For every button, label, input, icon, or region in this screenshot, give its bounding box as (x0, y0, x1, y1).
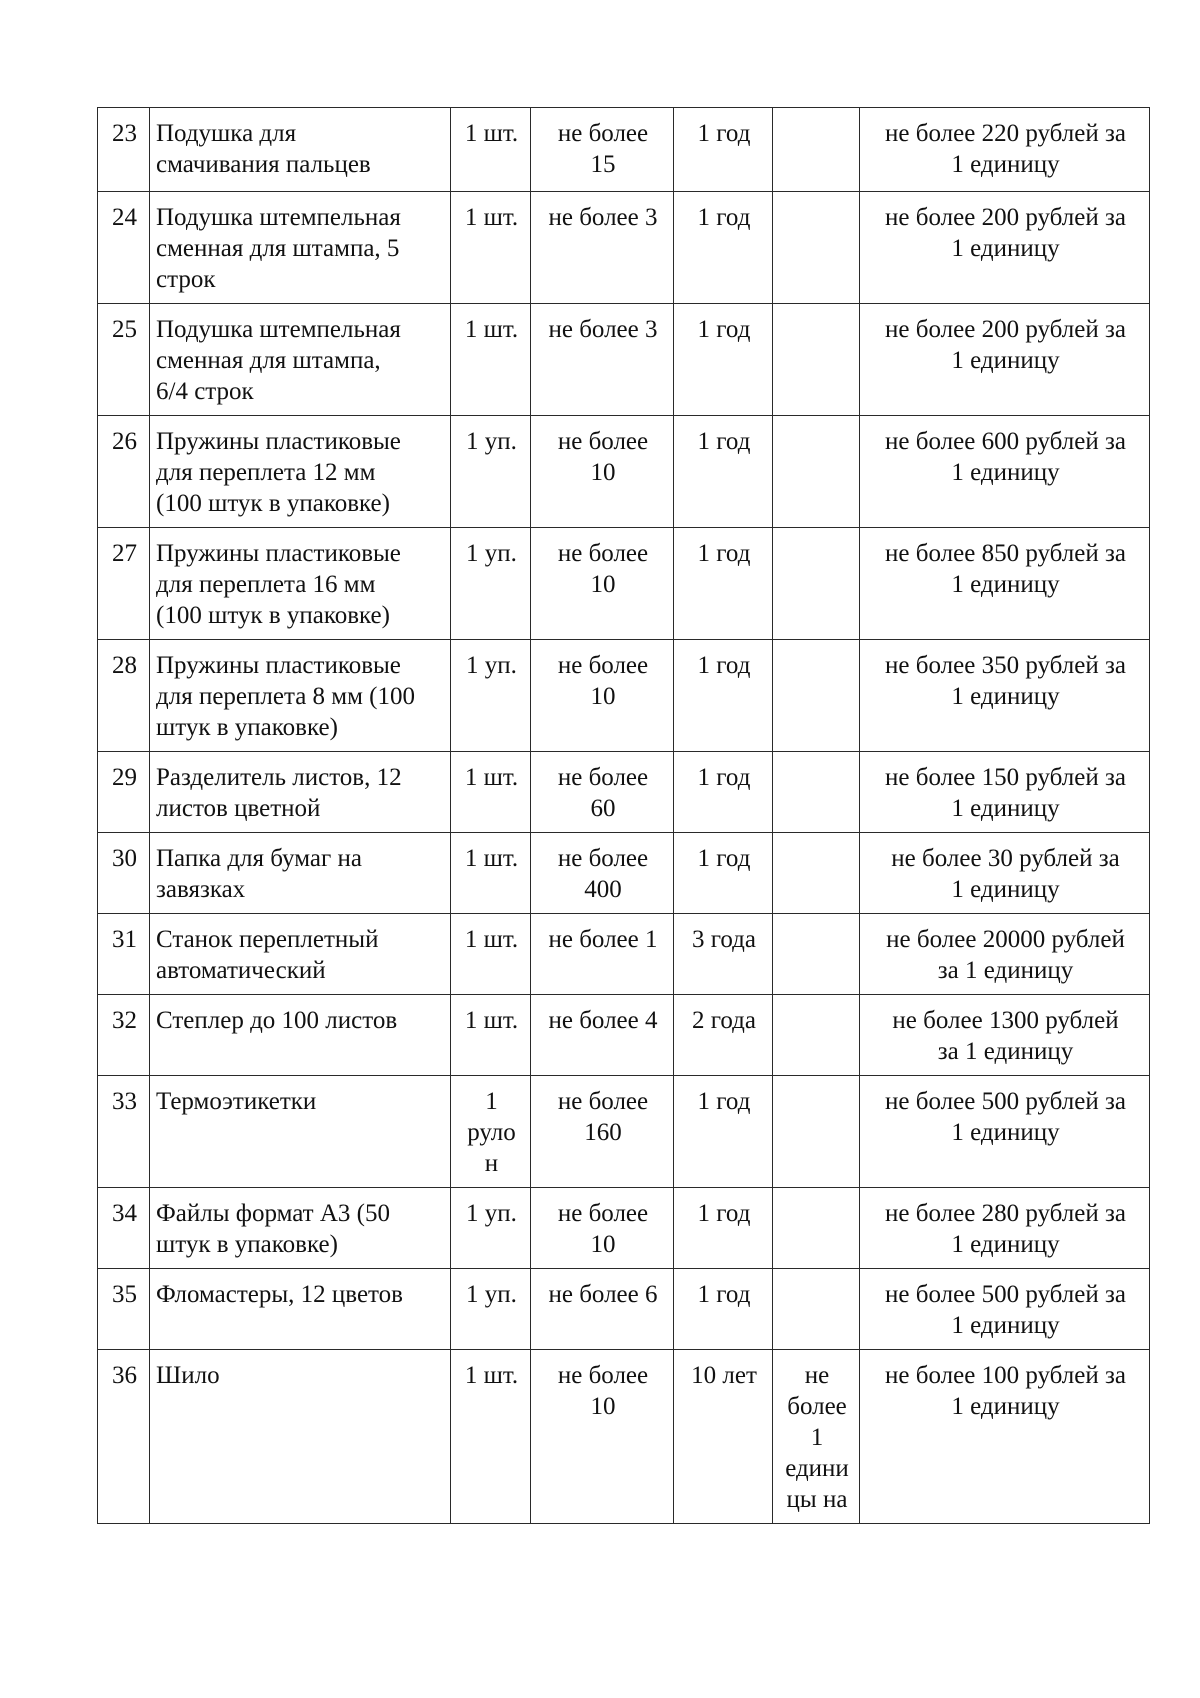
usage-period: 1 год (674, 640, 773, 752)
unit-of-measure: 1 шт. (451, 1350, 531, 1524)
table-row (98, 1269, 1150, 1350)
supplies-table (97, 107, 1150, 1524)
row-number: 36 (98, 1350, 150, 1524)
item-name: Разделитель листов, 12 листов цветной (150, 752, 451, 833)
unit-of-measure: 1 шт. (451, 752, 531, 833)
row-number: 28 (98, 640, 150, 752)
quantity: не более 400 (531, 833, 674, 914)
quantity: не более 4 (531, 995, 674, 1076)
table-body (98, 108, 1150, 1524)
table-row (98, 1350, 1150, 1524)
item-name: Файлы формат А3 (50 штук в упаковке) (150, 1188, 451, 1269)
item-name: Папка для бумаг на завязках (150, 833, 451, 914)
unit-of-measure: 1 шт. (451, 914, 531, 995)
extra-note (773, 1269, 860, 1350)
row-number: 29 (98, 752, 150, 833)
item-name: Пружины пластиковые для переплета 8 мм (100 штук в упаковке) (150, 640, 451, 752)
row-number: 23 (98, 108, 150, 192)
quantity: не более 3 (531, 192, 674, 304)
quantity: не более 10 (531, 416, 674, 528)
unit-of-measure: 1 шт. (451, 833, 531, 914)
usage-period: 1 год (674, 416, 773, 528)
usage-period: 1 год (674, 1076, 773, 1188)
quantity: не более 1 (531, 914, 674, 995)
price-limit: не более 150 рублей за 1 единицу (860, 752, 1150, 833)
quantity: не более 10 (531, 528, 674, 640)
unit-of-measure: 1 шт. (451, 995, 531, 1076)
usage-period: 1 год (674, 528, 773, 640)
item-name: Степлер до 100 листов (150, 995, 451, 1076)
row-number: 27 (98, 528, 150, 640)
quantity: не более 60 (531, 752, 674, 833)
quantity: не более 10 (531, 1350, 674, 1524)
extra-note: не более 1 едини цы на (773, 1350, 860, 1524)
item-name: Подушка штемпельная сменная для штампа, 5 строк (150, 192, 451, 304)
quantity: не более 3 (531, 304, 674, 416)
price-limit: не более 100 рублей за 1 единицу (860, 1350, 1150, 1524)
quantity: не более 10 (531, 640, 674, 752)
table-row (98, 995, 1150, 1076)
table-row (98, 108, 1150, 192)
usage-period: 1 год (674, 108, 773, 192)
extra-note (773, 416, 860, 528)
extra-note (773, 192, 860, 304)
extra-note (773, 752, 860, 833)
table-row (98, 914, 1150, 995)
price-limit: не более 500 рублей за 1 единицу (860, 1269, 1150, 1350)
table-row (98, 192, 1150, 304)
table-row (98, 1076, 1150, 1188)
unit-of-measure: 1 уп. (451, 1269, 531, 1350)
quantity: не более 6 (531, 1269, 674, 1350)
table-row (98, 1188, 1150, 1269)
usage-period: 1 год (674, 192, 773, 304)
usage-period: 1 год (674, 1269, 773, 1350)
unit-of-measure: 1 уп. (451, 640, 531, 752)
extra-note (773, 833, 860, 914)
item-name: Пружины пластиковые для переплета 16 мм (100 штук в упаковке) (150, 528, 451, 640)
table-row (98, 528, 1150, 640)
item-name: Шило (150, 1350, 451, 1524)
price-limit: не более 30 рублей за 1 единицу (860, 833, 1150, 914)
table-row (98, 752, 1150, 833)
table-row (98, 640, 1150, 752)
usage-period: 2 года (674, 995, 773, 1076)
usage-period: 1 год (674, 752, 773, 833)
unit-of-measure: 1 шт. (451, 192, 531, 304)
item-name: Подушка штемпельная сменная для штампа, 6/4 строк (150, 304, 451, 416)
table-row (98, 304, 1150, 416)
table-row (98, 416, 1150, 528)
row-number: 33 (98, 1076, 150, 1188)
usage-period: 1 год (674, 1188, 773, 1269)
row-number: 30 (98, 833, 150, 914)
price-limit: не более 850 рублей за 1 единицу (860, 528, 1150, 640)
usage-period: 1 год (674, 304, 773, 416)
row-number: 26 (98, 416, 150, 528)
usage-period: 10 лет (674, 1350, 773, 1524)
price-limit: не более 600 рублей за 1 единицу (860, 416, 1150, 528)
price-limit: не более 20000 рублей за 1 единицу (860, 914, 1150, 995)
price-limit: не более 500 рублей за 1 единицу (860, 1076, 1150, 1188)
unit-of-measure: 1 шт. (451, 304, 531, 416)
row-number: 35 (98, 1269, 150, 1350)
extra-note (773, 1188, 860, 1269)
item-name: Термоэтикетки (150, 1076, 451, 1188)
extra-note (773, 304, 860, 416)
usage-period: 3 года (674, 914, 773, 995)
quantity: не более 10 (531, 1188, 674, 1269)
price-limit: не более 200 рублей за 1 единицу (860, 304, 1150, 416)
extra-note (773, 1076, 860, 1188)
row-number: 31 (98, 914, 150, 995)
extra-note (773, 528, 860, 640)
unit-of-measure: 1 уп. (451, 416, 531, 528)
usage-period: 1 год (674, 833, 773, 914)
item-name: Подушка для смачивания пальцев (150, 108, 451, 192)
row-number: 34 (98, 1188, 150, 1269)
extra-note (773, 995, 860, 1076)
unit-of-measure: 1 уп. (451, 1188, 531, 1269)
quantity: не более 15 (531, 108, 674, 192)
price-limit: не более 350 рублей за 1 единицу (860, 640, 1150, 752)
extra-note (773, 108, 860, 192)
item-name: Пружины пластиковые для переплета 12 мм (100 штук в упаковке) (150, 416, 451, 528)
row-number: 25 (98, 304, 150, 416)
table-row (98, 833, 1150, 914)
price-limit: не более 220 рублей за 1 единицу (860, 108, 1150, 192)
quantity: не более 160 (531, 1076, 674, 1188)
row-number: 24 (98, 192, 150, 304)
unit-of-measure: 1 шт. (451, 108, 531, 192)
price-limit: не более 1300 рублей за 1 единицу (860, 995, 1150, 1076)
extra-note (773, 914, 860, 995)
row-number: 32 (98, 995, 150, 1076)
item-name: Фломастеры, 12 цветов (150, 1269, 451, 1350)
extra-note (773, 640, 860, 752)
item-name: Станок переплетный автоматический (150, 914, 451, 995)
price-limit: не более 200 рублей за 1 единицу (860, 192, 1150, 304)
price-limit: не более 280 рублей за 1 единицу (860, 1188, 1150, 1269)
unit-of-measure: 1 уп. (451, 528, 531, 640)
unit-of-measure: 1 руло н (451, 1076, 531, 1188)
